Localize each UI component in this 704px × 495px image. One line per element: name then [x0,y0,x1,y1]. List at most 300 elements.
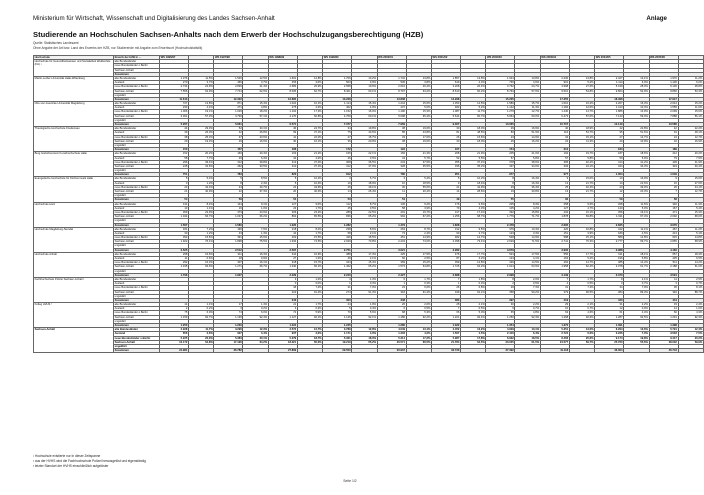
share-cell: 1,7% [569,277,594,281]
count-cell: 24 [540,139,569,143]
share-cell: 16,4% [515,177,540,181]
origin-label: alte Bundesländer [114,227,160,231]
share-cell: 21,0% [515,152,540,156]
share-cell: 6,0% [243,311,268,315]
count-cell: 1 [431,282,460,286]
share-cell: 20,4% [406,190,431,194]
count-cell: 2.398 [431,240,460,244]
share-cell: 1,7% [297,303,322,307]
count-cell: 12 [595,307,624,311]
total-label: Zusammen [114,123,160,127]
count-cell: 81 [431,131,460,135]
total-cell: 41.118 [540,349,569,353]
share-cell: 59,9% [678,340,703,344]
share-cell: 18,4% [460,181,485,185]
count-cell: 25.760 [595,340,624,344]
column-header: WS 2002/03 [486,56,515,60]
count-cell: 392 [160,236,189,240]
count-cell: 1.047 [214,215,243,219]
total-cell: 2.751 [323,248,352,252]
count-cell: 394 [649,290,678,294]
origin-label: Ausland [114,81,160,85]
share-cell: 2,6% [189,332,214,336]
count-cell: 26 [649,185,678,189]
share-cell: 19,6% [406,127,431,131]
share-cell: 0,5% [515,282,540,286]
share-cell: 1,3% [352,277,377,281]
share-cell: 19,1% [189,110,214,114]
count-cell: 14 [649,307,678,311]
count-cell: 33 [649,303,678,307]
share-cell: 27,6% [678,181,703,185]
count-cell: 213 [649,231,678,235]
share-cell: 17,3% [352,252,377,256]
count-cell: 23 [595,185,624,189]
count-cell: 31 [540,286,569,290]
share-cell: 22,0% [297,135,322,139]
count-cell: 4.049 [377,328,406,332]
share-cell: 65,2% [352,215,377,219]
count-cell: 1.922 [160,240,189,244]
count-cell: 1.029 [214,110,243,114]
count-cell: 1.102 [268,110,297,114]
origin-label: alte Bundesländer [114,277,160,281]
share-cell: 3,9% [569,231,594,235]
count-cell: 68 [377,311,406,315]
count-cell: 9.804 [595,89,624,93]
total-cell: 12.149 [595,123,624,127]
count-cell: 7 [431,277,460,281]
share-cell: 3,3% [297,332,322,336]
share-cell: 15,6% [460,135,485,139]
share-cell: 14,8% [460,261,485,265]
count-cell: 4.170 [268,114,297,118]
share-cell: 20,6% [569,336,594,340]
share-cell: 15,6% [243,236,268,240]
origin-label: ungeklärt [114,194,160,198]
share-cell: 67,4% [624,215,649,219]
origin-label: neue Bundesländer o.Berlin [114,236,160,240]
share-cell: 22,8% [624,127,649,131]
total-cell: 7.969 [377,123,406,127]
share-cell: 19,8% [352,127,377,131]
share-cell: 92,3% [515,315,540,319]
share-cell: 75,5% [243,240,268,244]
share-cell: 2,1% [352,231,377,235]
count-cell: 530 [377,81,406,85]
count-cell: 1.376 [160,76,189,80]
count-cell: 3.790 [214,114,243,118]
share-cell: 0,3% [297,307,322,311]
count-cell: 317 [431,210,460,214]
count-cell: 7.744 [214,89,243,93]
count-cell: 344 [268,252,297,256]
count-cell: 289 [323,210,352,214]
footnote-1: ¹ Hochschule existierte nur in dieser Zeitspanne [33,454,101,458]
count-cell: 166 [323,152,352,156]
count-cell: 32 [649,139,678,143]
count-cell: 346 [649,202,678,206]
share-cell: 16,6% [189,252,214,256]
count-cell: 2.234 [377,240,406,244]
total-cell: 2.478 [486,223,515,227]
origin-label: Sachsen-Anhalt [114,114,160,118]
share-cell: 13,1% [515,328,540,332]
share-cell: 28,0% [624,85,649,89]
share-cell: 28,8% [678,85,703,89]
count-cell: 3 [649,282,678,286]
total-cell: 167 [431,148,460,152]
count-cell: 1.024 [268,102,297,106]
count-cell: 23.035 [486,340,515,344]
count-cell: 63 [540,311,569,315]
share-cell: 1,7% [297,231,322,235]
origin-label: neue Bundesländer o.Berlin [114,110,160,114]
count-cell: 2.092 [649,215,678,219]
share-cell: 64,2% [460,265,485,269]
origin-label: alte Bundesländer [114,252,160,256]
count-cell: 2.616 [377,85,406,89]
column-header: WS 2004/05 [595,56,624,60]
share-cell: 12,8% [297,76,322,80]
total-cell [515,349,540,353]
total-cell [243,349,268,353]
share-cell: 66,1% [297,265,322,269]
count-cell: 262 [214,164,243,168]
count-cell: 318 [377,290,406,294]
count-cell: 38 [160,135,189,139]
share-cell: 6,6% [406,286,431,290]
share-cell: 37,4% [297,160,322,164]
origin-label: ungeklärt [114,169,160,173]
share-cell: 8,6% [352,227,377,231]
share-cell: 60,1% [352,114,377,118]
count-cell: 23 [160,185,189,189]
count-cell: 1.159 [160,315,189,319]
count-cell: 384 [595,290,624,294]
count-cell: 112 [323,202,352,206]
count-cell: 548 [486,236,515,240]
scope-note: Ohne Angabe der Art bzw. Land des Erwerbs der HZB, nur Studierende mit Angabe zum Erwerbsort (Hochschulstatistik) [33,45,203,50]
share-cell: 15,6% [406,102,431,106]
count-cell: 34 [323,127,352,131]
count-cell: 124 [486,257,515,261]
share-cell: 20,2% [678,152,703,156]
share-cell: 13,9% [624,110,649,114]
share-cell: 12,7% [515,110,540,114]
share-cell: 5,4% [189,177,214,181]
column-header: WS 2003/04 [540,56,569,60]
total-cell: 172 [323,148,352,152]
share-cell: 7,7% [189,156,214,160]
count-cell: 4 [268,307,297,311]
total-cell: 1.230 [214,324,243,328]
count-cell: 8.005 [268,89,297,93]
share-cell: 67,2% [406,215,431,219]
share-cell: 30,4% [678,164,703,168]
count-cell: 180 [595,231,624,235]
share-cell: 35,5% [406,164,431,168]
share-cell: 0,3% [460,282,485,286]
share-cell: 0,5% [406,307,431,311]
share-cell: 0,2% [189,307,214,311]
share-cell: 0,7% [678,282,703,286]
origin-label: Ausland [114,307,160,311]
total-cell: 150 [160,148,189,152]
share-cell: 3,4% [243,332,268,336]
share-cell: 48,1% [678,131,703,135]
share-cell: 37,5% [406,160,431,164]
count-cell: 0 [160,181,189,185]
origin-label: neue Bundesländer o.Berlin [114,160,160,164]
count-cell: 1.250 [486,315,515,319]
institution-name: Hochschule für Gesundheitswesen und Sozialarbeit Weißenfels (FH) ¹ [34,60,114,77]
total-cell: 58 [649,198,678,202]
total-cell: 1.567 [160,223,189,227]
share-cell: 4,3% [678,311,703,315]
count-cell: 8.797 [377,89,406,93]
total-cell: 383 [431,298,460,302]
origin-label: neue Bundesländer o.Berlin [114,64,160,68]
share-cell: 37,1% [297,164,322,168]
share-cell: 15,7% [297,261,322,265]
share-cell: 2,4% [406,231,431,235]
share-cell: 92,7% [189,315,214,319]
share-cell: 8,4% [189,202,214,206]
count-cell: 471 [649,210,678,214]
count-cell: 33 [377,135,406,139]
total-label: Zusammen [114,324,160,328]
share-cell: 40,7% [243,185,268,189]
total-cell: 154 [486,148,515,152]
count-cell: 9.866 [649,89,678,93]
share-cell: 5,5% [460,156,485,160]
count-cell: 318 [268,261,297,265]
total-cell [189,349,214,353]
count-cell: 90 [431,231,460,235]
column-header: WS 1997/98 [214,56,243,60]
total-cell: 17.917 [649,97,678,101]
count-cell: 73 [377,231,406,235]
total-cell: 11.613 [160,97,189,101]
share-cell: 3,9% [406,206,431,210]
total-cell: 3.282 [431,248,460,252]
institution-name: Evangelische Hochschule für Kirchenmusik Halle [34,177,114,202]
count-cell: 258 [540,202,569,206]
share-cell: 16,1% [243,261,268,265]
share-cell: 59,7% [569,340,594,344]
footnote-2: ² aus der HVHS wird die Fachhochschule Polizei herausgelöst und eigenständig [33,459,146,463]
share-cell: 16,3% [624,102,649,106]
count-cell: 1.933 [268,240,297,244]
count-cell: 37 [214,135,243,139]
share-cell: 11,2% [678,76,703,80]
share-cell: 10,8% [569,227,594,231]
share-cell: 13,2% [352,76,377,80]
total-cell: 189 [649,148,678,152]
share-cell: 16,1% [297,102,322,106]
share-cell: 15,4% [352,102,377,106]
count-cell: 26 [214,139,243,143]
share-cell: 26,0% [189,131,214,135]
count-cell: 9 [649,177,678,181]
origin-label: Ausland [114,156,160,160]
total-cell: 18.496 [595,97,624,101]
count-cell: 2 [160,307,189,311]
count-cell: 5.351 [540,328,569,332]
count-cell: 24 [214,185,243,189]
count-cell: 34 [595,286,624,290]
count-cell: 864 [268,215,297,219]
share-cell: 15,3% [406,110,431,114]
count-cell: 6.294 [595,328,624,332]
count-cell: 26 [323,156,352,160]
count-cell: 263 [377,227,406,231]
count-cell: 140 [595,206,624,210]
count-cell: 1.958 [540,265,569,269]
count-cell: 167 [649,206,678,210]
share-cell: 59,0% [624,114,649,118]
count-cell: 271 [214,106,243,110]
share-cell: 35,2% [460,164,485,168]
count-cell: 589 [595,236,624,240]
share-cell: 20,9% [297,85,322,89]
count-cell: 74 [214,311,243,315]
share-cell: 0,9% [243,257,268,261]
count-cell: 319 [649,164,678,168]
institution-name: Theologische Hochschule Friedensau [34,127,114,152]
count-cell: 1.221 [431,315,460,319]
share-cell: 16,1% [569,210,594,214]
share-cell: 11,7% [460,110,485,114]
share-cell: 33,5% [243,164,268,168]
count-cell: 414 [595,160,624,164]
count-cell: 5 [160,177,189,181]
share-cell: 15,2% [406,261,431,265]
share-cell: 68,9% [678,240,703,244]
count-cell: 1.776 [486,215,515,219]
count-cell: 0 [268,282,297,286]
share-cell: 11,6% [624,202,649,206]
share-cell: 19,6% [406,139,431,143]
share-cell: 17,0% [406,135,431,139]
count-cell: 1.146 [323,315,352,319]
share-cell: 2,0% [406,303,431,307]
total-cell: 27.809 [268,349,297,353]
total-label: Zusammen [114,198,160,202]
total-cell: 17.355 [540,97,569,101]
count-cell: 2.658 [323,85,352,89]
share-cell: 92,4% [243,315,268,319]
count-cell: 399 [431,261,460,265]
share-cell: 12,7% [678,135,703,139]
total-cell: 1.907 [214,273,243,277]
count-cell: 437 [377,106,406,110]
count-cell: 52 [431,156,460,160]
share-cell: 0,3% [406,282,431,286]
count-cell: 307 [214,261,243,265]
share-cell: 5,0% [460,311,485,315]
total-label: Zusammen [114,148,160,152]
share-cell: 1,0% [243,206,268,210]
count-cell: 5.314 [377,336,406,340]
total-cell: 1.391 [595,324,624,328]
share-cell: 1,3% [243,231,268,235]
count-cell: 395 [540,160,569,164]
share-cell: 0,3% [352,282,377,286]
count-cell: 21 [268,303,297,307]
share-cell: 91,4% [406,290,431,294]
count-cell: 1.256 [431,215,460,219]
origin-label: ungeklärt [114,118,160,122]
count-cell: 2.044 [649,102,678,106]
origin-label: Sachsen-Anhalt [114,240,160,244]
total-cell: 1.282 [323,223,352,227]
count-cell: 1.006 [160,110,189,114]
count-cell: 2.029 [323,240,352,244]
share-cell: 11,3% [678,202,703,206]
share-cell: 4,3% [297,156,322,160]
count-cell: 22 [214,190,243,194]
share-cell: 3,7% [243,81,268,85]
count-cell: 432 [540,210,569,214]
origin-label: Ausland [114,282,160,286]
total-cell: 54 [377,198,406,202]
total-cell: 5.661 [214,123,243,127]
count-cell: 313 [268,160,297,164]
share-cell: 36,4% [515,185,540,189]
origin-label: Sachsen-Anhalt [114,139,160,143]
statistics-table [33,55,704,353]
total-cell: 3.900 [540,248,569,252]
share-cell: 61,0% [678,265,703,269]
count-cell: 1.970 [649,76,678,80]
column-header: Erwerb der HZB in ... [114,56,160,60]
institution-name: Martin-Luther-Universität Halle-Wittenberg [34,76,114,101]
institution-name: Hochschule Anhalt [34,252,114,277]
share-cell: 54,8% [569,89,594,93]
share-cell: 65,5% [297,215,322,219]
count-cell: 476 [431,252,460,256]
share-cell: 57,0% [569,114,594,118]
total-cell: 13.838 [377,97,406,101]
count-cell: 13 [540,181,569,185]
annex-label: Anlage [646,15,667,22]
total-cell: 2.695 [540,223,569,227]
total-label: Zusammen [114,223,160,227]
share-cell: 4,6% [569,311,594,315]
share-cell: 5,9% [297,311,322,315]
count-cell: 190 [214,227,243,231]
count-cell: 176 [431,202,460,206]
count-cell: 24 [649,135,678,139]
share-cell: 69,7% [624,240,649,244]
count-cell: 59 [595,156,624,160]
count-cell: 482 [431,106,460,110]
share-cell: 4,5% [460,332,485,336]
count-cell: 3.503 [649,332,678,336]
total-cell: 348 [377,298,406,302]
count-cell: 91 [649,131,678,135]
total-cell: 26.782 [214,349,243,353]
count-cell: 25 [540,185,569,189]
count-cell: 1.291 [649,315,678,319]
share-cell: 73,8% [352,240,377,244]
total-label: Zusammen [114,248,160,252]
count-cell: 656 [160,332,189,336]
total-cell: 780 [377,173,406,177]
total-cell: 820 [268,173,297,177]
